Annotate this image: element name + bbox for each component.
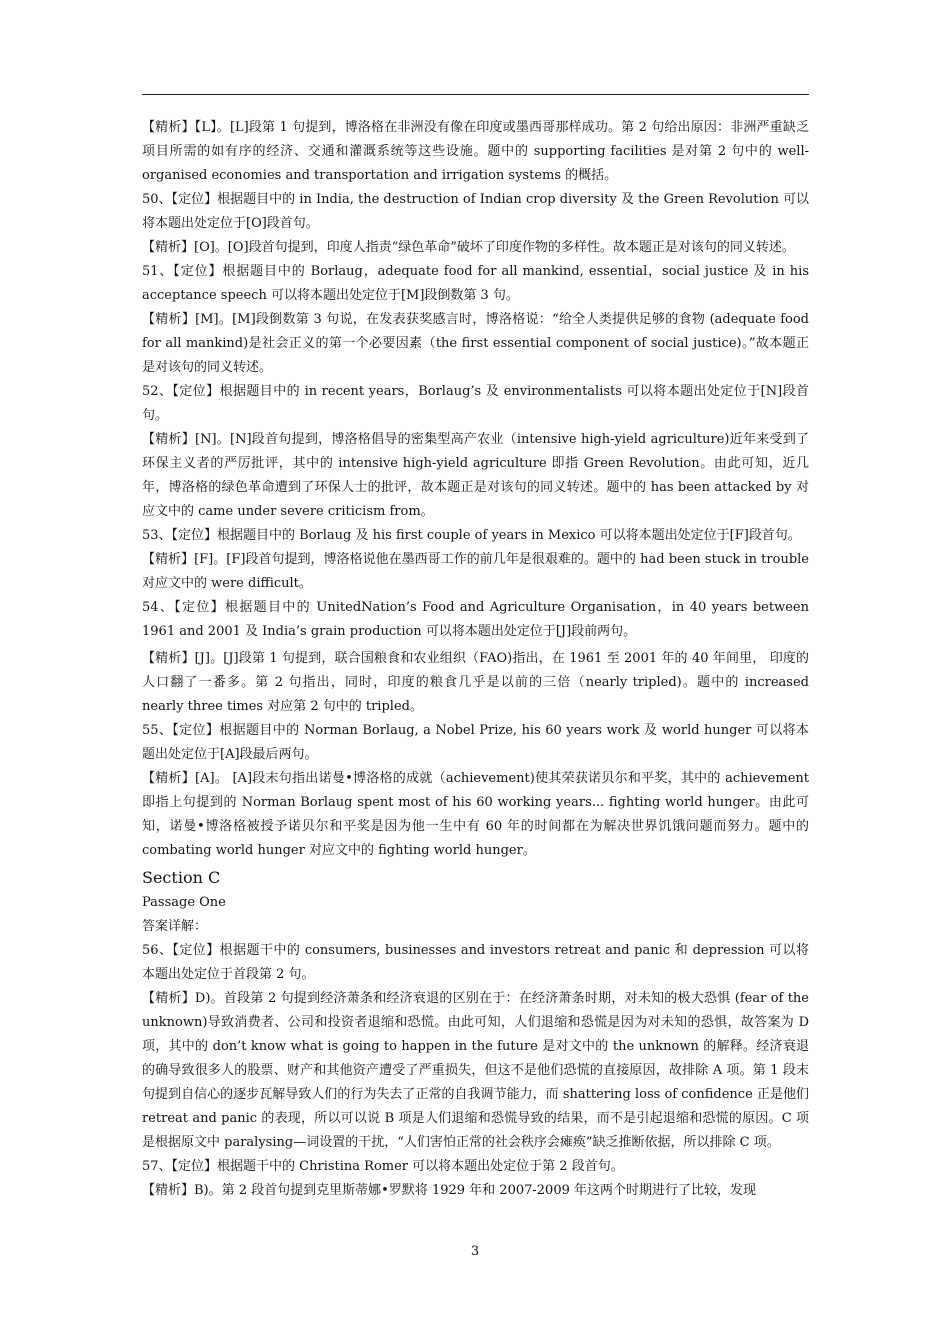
paragraph-analysis-55: 【精析】[A]。 [A]段末句指出诺曼•博洛格的成就（achievement)使其荣获诺贝尔和平奖，其中的 achievement 即指上句提到的 Norman Borlaug spent most of his 60 working years... fighting world hunger。由此可知，诺曼•博洛格被授予诺贝尔和平奖是因为他一生中有 60 年的时间都在为解决世界饥饿问题而努力。题中的 combating world hunger 对应文中的 fighting world hunger。 [142,771,809,858]
paragraph-locate-52: 52、【定位】根据题目中的 in recent years，Borlaug’s 及 environmentalists 可以将本题出处定位于[N]段首句。 [142,384,809,423]
paragraph-analysis-54: 【精析】[J]。[J]段第 1 句提到，联合国粮食和农业组织（FAO)指出，在 1961 至 2001 年的 40 年间里， 印度的人口翻了一番多。第 2 句指出，同时，印度的粮食几乎是以前的三倍（nearly tripled)。题中的 increased nearly three times 对应第 2 句中的 tripled。 [142,651,809,714]
paragraph-locate-53: 53、【定位】根据题目中的 Borlaug 及 his first couple of years in Mexico 可以将本题出处定位于[F]段首句。 [142,528,801,543]
paragraph-analysis-57: 【精析】B)。第 2 段首句提到克里斯蒂娜•罗默将 1929 年和 2007-2009 年这两个时期进行了比较，发现 [142,1183,757,1198]
paragraph-locate-54: 54、【定位】根据题目中的 UnitedNation’s Food and Agriculture Organisation，in 40 years between 1961 and 2001 及 India’s grain production 可以将本题出处定位于[J]段前两句。 [142,600,809,639]
paragraph-locate-57: 57、【定位】根据题干中的 Christina Romer 可以将本题出处定位于第 2 段首句。 [142,1159,624,1174]
paragraph-locate-51: 51、【定位】根据题目中的 Borlaug，adequate food for all mankind, essential，social justice 及 in his acceptance speech 可以将本题出处定位于[M]段倒数第 3 句。 [142,264,809,303]
paragraph-locate-56: 56、【定位】根据题干中的 consumers, businesses and investors retreat and panic 和 depression 可以将本题出处定位于首段第 2 句。 [142,943,809,982]
paragraph-analysis-49: 【精析】【L】。[L]段第 1 句提到，博洛格在非洲没有像在印度或墨西哥那样成功。第 2 句给出原因：非洲严重缺乏项目所需的如有序的经济、交通和灌溉系统等这些设施。题中的 supporting facilities 是对第 2 句中的 well-organised economies and transportation and irrigation systems 的概括。 [142,120,809,183]
document-body [142,116,809,1203]
header-rule [142,94,809,95]
paragraph-analysis-53: 【精析】[F]。[F]段首句提到，博洛格说他在墨西哥工作的前几年是很艰难的。题中的 had been stuck in trouble 对应文中的 were difficult。 [142,552,809,591]
section-heading: Section C [142,868,221,887]
paragraph-locate-55: 55、【定位】根据题目中的 Norman Borlaug, a Nobel Prize, his 60 years work 及 world hunger 可以将本题出处定位于[A]段最后两句。 [142,723,809,762]
paragraph-analysis-51: 【精析】[M]。[M]段倒数第 3 句说，在发表获奖感言时，博洛格说：“给全人类提供足够的食物 (adequate food for all mankind)是社会正义的第一个必要因素（the first essential component of social justice)。”故本题正是对该句的同义转述。 [142,312,809,375]
paragraph-analysis-52: 【精析】[N]。[N]段首句提到，博洛格倡导的密集型高产农业（intensive high-yield agriculture)近年来受到了环保主义者的严厉批评，其中的 intensive high-yield agriculture 即指 Green Revolution。由此可知，近几年，博洛格的绿色革命遭到了环保人士的批评，故本题正是对该句的同义转述。题中的 has been attacked by 对应文中的 came under severe criticism from。 [142,432,809,519]
page-number: 3 [470,1244,480,1259]
answer-heading: 答案详解： [142,919,208,934]
paragraph-locate-50: 50、【定位】根据题目中的 in India, the destruction of Indian crop diversity 及 the Green Revolution 可以将本题出处定位于[O]段首句。 [142,192,809,231]
paragraph-analysis-50: 【精析】[O]。[O]段首句提到，印度人指责“绿色革命”破坏了印度作物的多样性。故本题正是对该句的同义转述。 [142,240,795,255]
paragraph-analysis-56: 【精析】D)。首段第 2 句提到经济萧条和经济衰退的区别在于：在经济萧条时期，对未知的极大恐惧 (fear of the unknown)导致消费者、公司和投资者退缩和恐慌。由此可知，人们退缩和恐慌是因为对未知的恐惧，故答案为 D 项，其中的 don’t know what is going to happen in the future 是对文中的 the unknown 的解释。经济衰退的确导致很多人的股票、财产和其他资产遭受了严重损失，但这不是他们恐慌的直接原因，故排除 A 项。第 1 段末句提到自信心的逐步瓦解导致人们的行为失去了正常的自我调节能力，而 shattering loss of confidence 正是他们 retreat and panic 的表现，所以可以说 B 项是人们退缩和恐慌导致的结果，而不是引起退缩和恐慌的原因。C 项是根据原文中 paralysing—词设置的干扰，“人们害怕正常的社会秩序会瘫痪”缺乏推断依据，所以排除 C 项。 [142,991,809,1150]
passage-heading: Passage One [142,895,226,910]
